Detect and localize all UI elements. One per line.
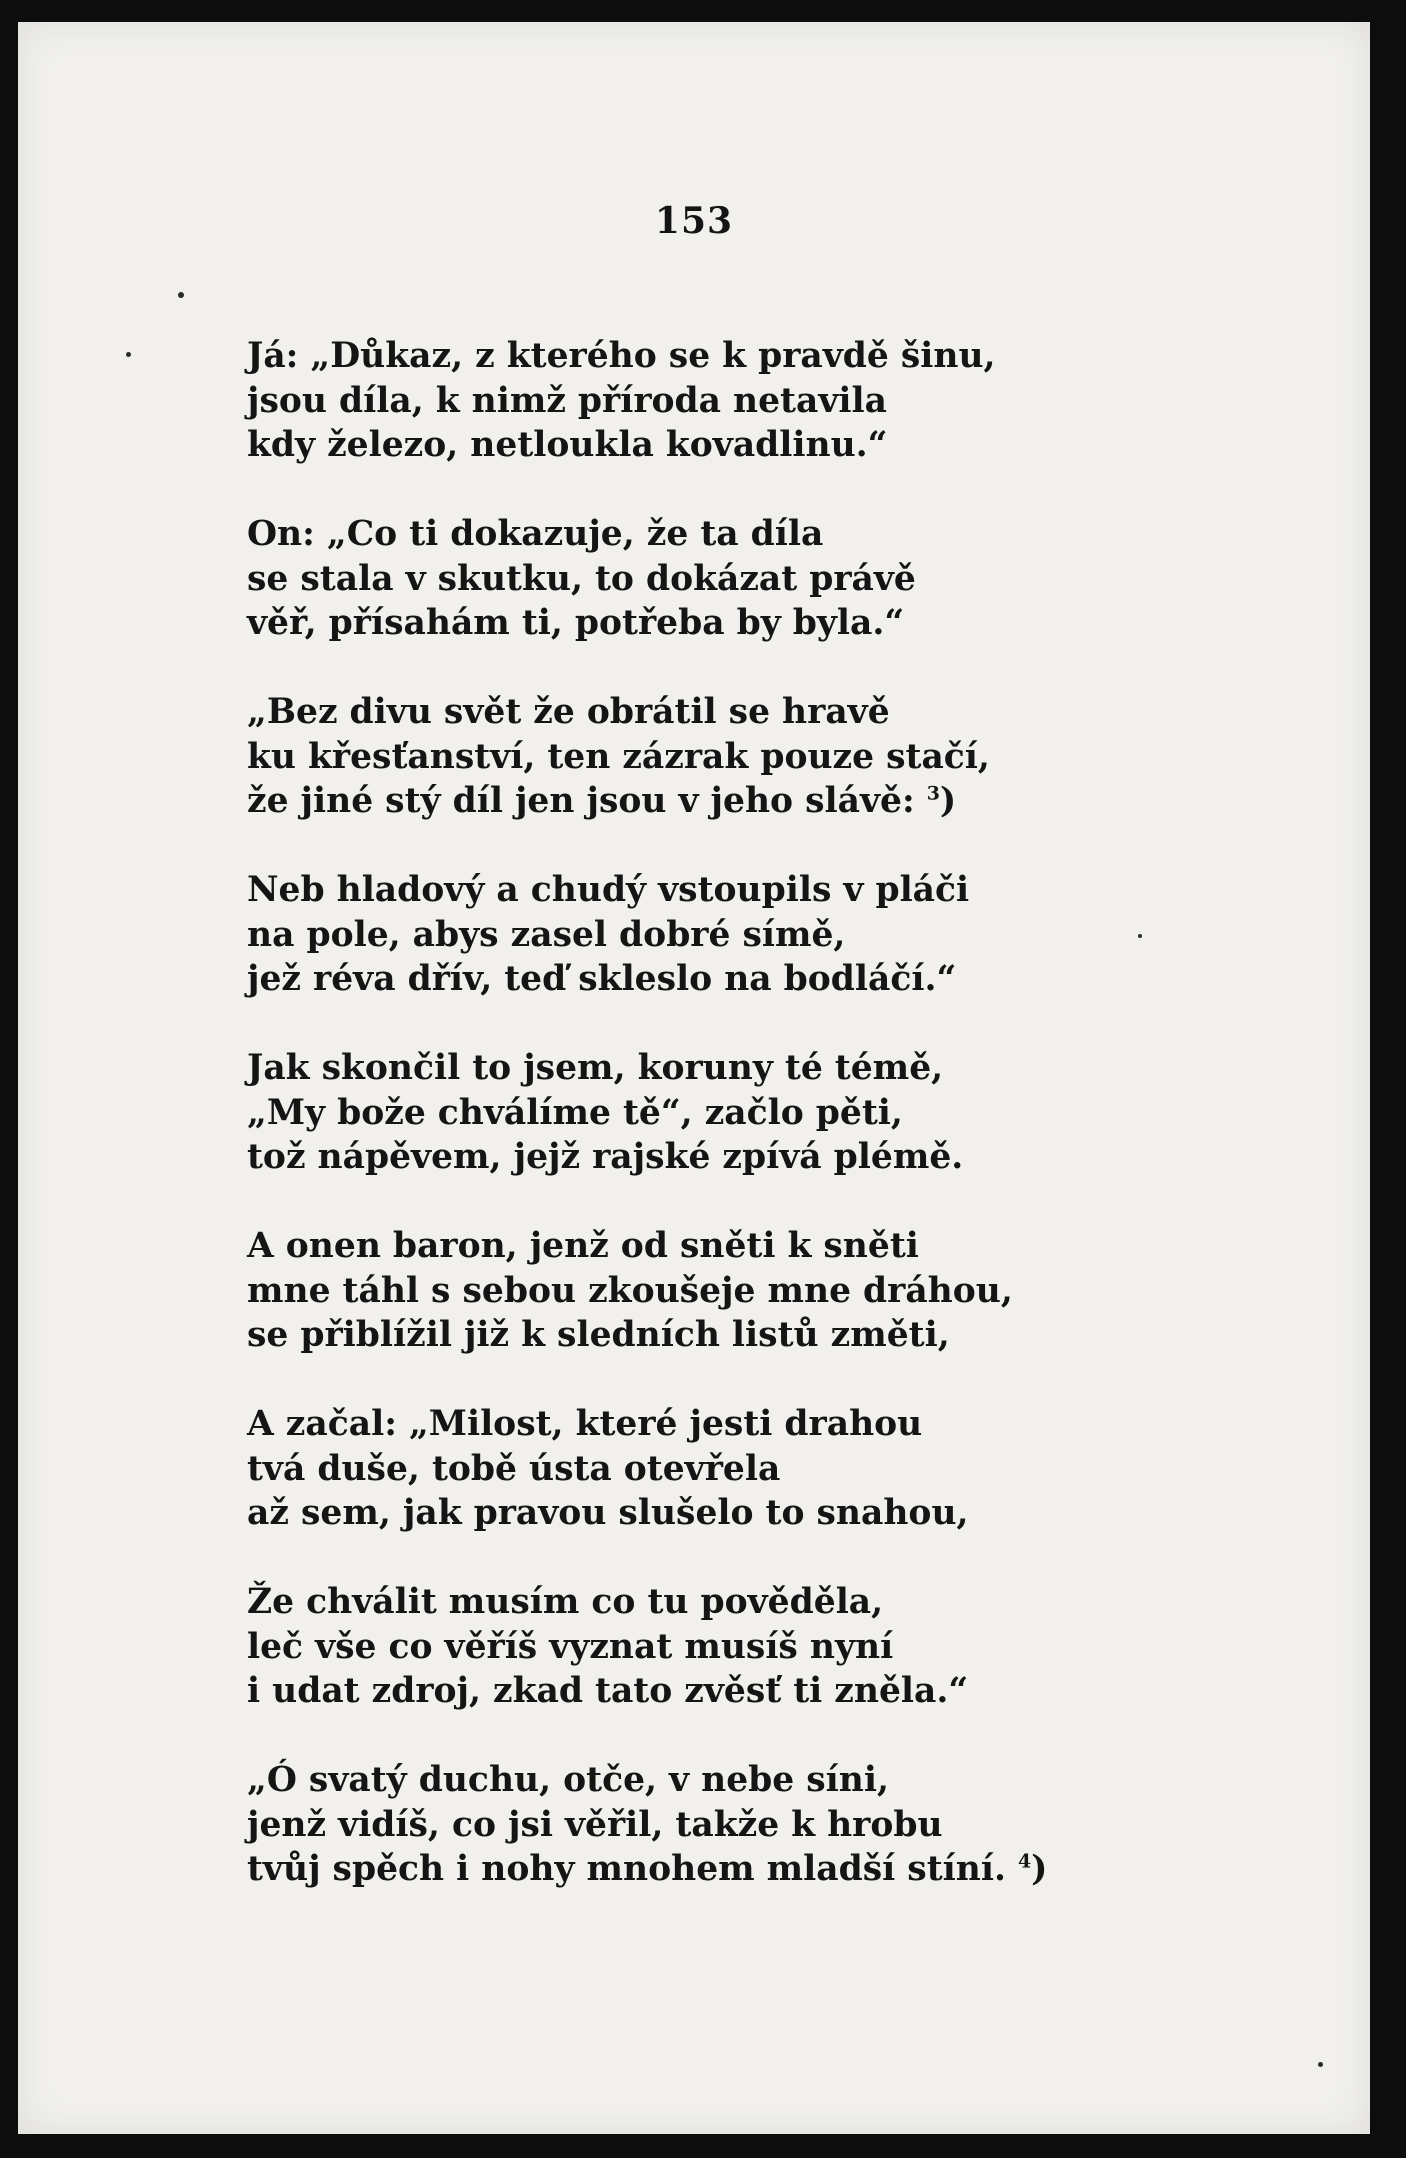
poem-line [247,601,1147,646]
poem-line-text: A onen baron, jenž od sněti k sněti [247,1226,919,1266]
scan-speck [178,292,184,298]
poem-line [247,1758,1147,1803]
poem-line [247,868,1147,913]
poem-line-text: že jiné stý díl jen jsou v jeho slávě: [247,781,915,821]
footnote-marker: 3 [926,782,940,805]
poem-line [247,379,1147,424]
stanza [247,512,1147,646]
poem-line [247,1847,1147,1892]
poem-line-text: se stala v skutku, to dokázat právě [247,558,916,599]
stanza [247,1046,1147,1180]
poem-line-text: tož nápěvem, jejž rajské zpívá plémě. [247,1137,964,1177]
poem-line [247,1402,1147,1447]
poem-line [247,735,1147,780]
stanza [247,690,1147,824]
footnote-paren: ) [939,781,957,821]
poem-line-text: věř, přísahám ti, potřeba by byla.“ [247,603,905,643]
poem-line-text: se přiblížil již k sledních listů změti, [247,1315,950,1355]
scan-speck [126,352,131,357]
poem-line-text: A začal: „Milost, které jesti drahou [247,1404,923,1444]
stanza [247,868,1147,1002]
poem-line-text: až sem, jak pravou slušelo to snahou, [247,1493,969,1533]
poem-line [247,913,1147,958]
poem-line [247,1669,1147,1714]
poem-line-text: i udat zdroj, zkad tato zvěsť ti zněla.“ [247,1671,969,1711]
poem-line-text: tvůj spěch i nohy mnohem mladší stíní. [247,1849,1006,1889]
poem-line [247,1135,1147,1180]
poem-line [247,1313,1147,1358]
page-number: 153 [654,200,734,242]
footnote-paren: ) [1031,1849,1048,1889]
stanza [247,1224,1147,1358]
stanza [247,1758,1147,1892]
poem-line [247,1491,1147,1536]
poem-line-text: jenž vidíš, co jsi věřil, takže k hrobu [247,1804,943,1845]
poem-line-text: jež réva dřív, teď skleslo na bodláčí.“ [247,959,957,999]
poem-line-text: Já: „Důkaz, z kterého se k pravdě šinu, [247,336,996,376]
book-page [18,22,1370,2134]
poem-line-text: leč vše co věříš vyznat musíš nyní [247,1626,894,1667]
poem-line [247,1447,1147,1492]
footnote-marker: 4 [1017,1850,1032,1873]
stanza [247,1580,1147,1714]
poem-line-text: „Bez divu svět že obrátil se hravě [247,692,890,732]
poem-line [247,1046,1147,1091]
poem-line-text: On: „Co ti dokazuje, že ta díla [247,514,824,554]
poem-line [247,1803,1147,1848]
scan-speck [1318,2062,1323,2067]
scan-speck [1138,934,1142,938]
poem-line-text: ku křesťanství, ten zázrak pouze stačí, [247,736,990,777]
poem-line [247,957,1147,1002]
poem-line-text: Neb hladový a chudý vstoupils v pláči [247,870,970,910]
poem-line [247,690,1147,735]
stanza [247,1402,1147,1536]
poem-line-text: Že chválit musím co tu pověděla, [247,1582,884,1622]
poem-line [247,423,1147,468]
poem-line-text: Jak skončil to jsem, koruny té témě, [247,1048,944,1088]
poem-line [247,557,1147,602]
poem-line [247,1269,1147,1314]
poem-line [247,334,1147,379]
poem-line-text: „Ó svatý duchu, otče, v nebe síni, [247,1760,889,1800]
poem-line [247,512,1147,557]
poem-line-text: kdy železo, netloukla kovadlinu.“ [247,425,888,465]
poem-text [247,334,1147,1936]
poem-line [247,1091,1147,1136]
scan-border-left [0,0,18,2158]
poem-line-text: „My bože chválíme tě“, začlo pěti, [247,1092,903,1133]
poem-line [247,1625,1147,1670]
poem-line-text: jsou díla, k nimž příroda netavila [247,380,887,421]
poem-line [247,1224,1147,1269]
poem-line-text: mne táhl s sebou zkoušeje mne dráhou, [247,1270,1013,1311]
poem-line-text: tvá duše, tobě ústa otevřela [247,1448,781,1489]
poem-line [247,779,1147,824]
poem-line [247,1580,1147,1625]
stanza [247,334,1147,468]
poem-line-text: na pole, abys zasel dobré símě, [247,914,846,955]
